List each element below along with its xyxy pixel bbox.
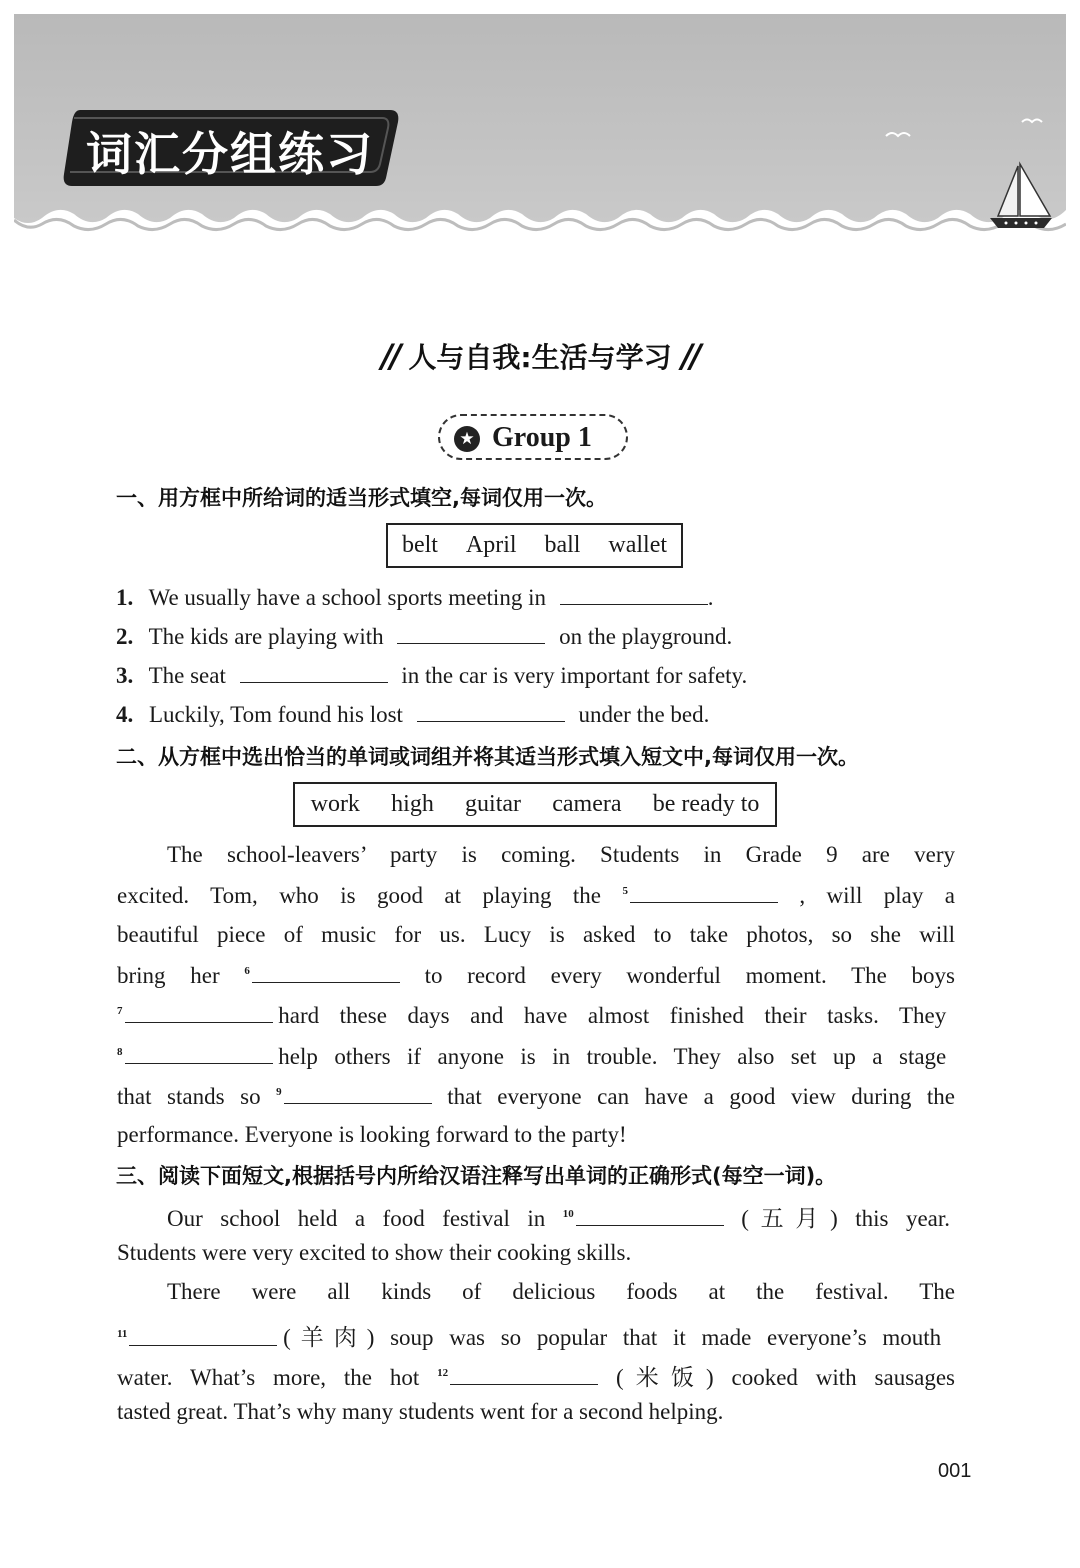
title-bars-right: // bbox=[681, 337, 699, 375]
passage3-line: There were all kinds of delicious foods at the festival. The bbox=[167, 1279, 955, 1304]
passage2-line bbox=[117, 1043, 955, 1070]
blank-number: 6 bbox=[244, 965, 250, 978]
question-number: 3. bbox=[116, 663, 134, 688]
line-text: that stands so bbox=[117, 1084, 261, 1109]
section-title-text: 人与自我:生活与学习 bbox=[408, 341, 672, 374]
question-number: 2. bbox=[116, 624, 134, 649]
word-item: April bbox=[465, 532, 517, 558]
question-text: Luckily, Tom found his lost bbox=[149, 702, 403, 727]
passage3-line bbox=[117, 1359, 955, 1392]
passage2-line: The school-leavers’ party is coming. Students in Grade 9 are very bbox=[167, 842, 955, 867]
word-item: high bbox=[391, 791, 434, 817]
passage2-line: performance. Everyone is looking forward to the party! bbox=[117, 1122, 627, 1147]
passage2-line bbox=[117, 1002, 955, 1029]
passage3-line bbox=[117, 1319, 955, 1352]
line-text: (米饭) cooked with sausages bbox=[615, 1365, 956, 1390]
word-item: guitar bbox=[465, 791, 522, 817]
part2-word-box bbox=[293, 782, 777, 827]
part1-word-box bbox=[386, 523, 683, 568]
banner-title: 词汇分组练习 bbox=[86, 127, 374, 181]
word-item: work bbox=[310, 791, 360, 817]
question-3 bbox=[116, 662, 747, 689]
passage2-line bbox=[117, 1083, 955, 1110]
line-text: bring her bbox=[117, 963, 220, 988]
word-item: camera bbox=[552, 791, 622, 817]
line-text: Our school held a food festival in bbox=[167, 1206, 546, 1231]
answer-blank[interactable] bbox=[240, 662, 388, 683]
line-text: water. What’s more, the hot bbox=[117, 1365, 420, 1390]
word-item: ball bbox=[544, 532, 581, 558]
answer-blank-11[interactable] bbox=[129, 1325, 277, 1346]
answer-blank-5[interactable] bbox=[630, 882, 778, 903]
question-text-after: in the car is very important for safety. bbox=[401, 663, 748, 688]
part1-instruction: 一、用方框中所给词的适当形式填空,每词仅用一次。 bbox=[116, 486, 607, 510]
question-4 bbox=[116, 701, 709, 728]
answer-blank-8[interactable] bbox=[125, 1043, 273, 1064]
answer-blank[interactable] bbox=[560, 584, 708, 605]
question-text-after: under the bed. bbox=[578, 702, 710, 727]
question-text-after: on the playground. bbox=[559, 624, 733, 649]
answer-blank-10[interactable] bbox=[576, 1205, 724, 1226]
title-bars-left: // bbox=[381, 337, 399, 375]
blank-number: 11 bbox=[117, 1328, 128, 1341]
answer-blank-6[interactable] bbox=[252, 962, 400, 983]
answer-blank-7[interactable] bbox=[125, 1002, 273, 1023]
passage3-line: Students were very excited to show their cooking skills. bbox=[117, 1240, 632, 1265]
question-2 bbox=[116, 623, 732, 650]
part2-instruction: 二、从方框中选出恰当的单词或词组并将其适当形式填入短文中,每词仅用一次。 bbox=[116, 745, 859, 769]
passage3-line bbox=[167, 1200, 950, 1233]
passage2-line bbox=[117, 882, 955, 909]
group-label bbox=[438, 414, 628, 460]
blank-number: 12 bbox=[437, 1367, 449, 1380]
line-text: hard these days and have almost finished their tasks. They bbox=[278, 1003, 947, 1028]
word-item: wallet bbox=[608, 532, 668, 558]
answer-blank-12[interactable] bbox=[450, 1364, 598, 1385]
word-item: be ready to bbox=[652, 791, 760, 817]
blank-number: 9 bbox=[276, 1086, 282, 1099]
question-text: We usually have a school sports meeting in bbox=[148, 585, 546, 610]
blank-number: 10 bbox=[562, 1208, 574, 1221]
part3-instruction: 三、阅读下面短文,根据括号内所给汉语注释写出单词的正确形式(每空一词)。 bbox=[116, 1164, 837, 1188]
question-text: The seat bbox=[148, 663, 226, 688]
answer-blank[interactable] bbox=[397, 623, 545, 644]
passage2-line bbox=[117, 962, 955, 989]
page-number: 001 bbox=[938, 1460, 972, 1482]
line-text: that everyone can have a good view during the bbox=[447, 1084, 955, 1109]
line-text: , will play a bbox=[799, 883, 956, 908]
group-title: Group 1 bbox=[492, 422, 592, 453]
word-item: belt bbox=[401, 532, 438, 558]
blank-number: 7 bbox=[117, 1005, 123, 1018]
passage2-line: beautiful piece of music for us. Lucy is asked to take photos, so she will bbox=[117, 922, 955, 947]
answer-blank[interactable] bbox=[417, 701, 565, 722]
question-text: The kids are playing with bbox=[148, 624, 384, 649]
blank-number: 5 bbox=[622, 885, 628, 898]
line-text: excited. Tom, who is good at playing the bbox=[117, 883, 601, 908]
passage3-line: tasted great. That’s why many students went for a second helping. bbox=[117, 1399, 724, 1424]
line-text: help others if anyone is in trouble. They also set up a stage bbox=[278, 1044, 947, 1069]
line-text: to record every wonderful moment. The boys bbox=[424, 963, 956, 988]
section-title bbox=[0, 336, 1080, 376]
question-number: 4. bbox=[116, 702, 134, 727]
line-text: (羊肉) soup was so popular that it made everyone’s mouth bbox=[283, 1325, 942, 1350]
star-icon: ★ bbox=[454, 426, 480, 452]
blank-number: 8 bbox=[117, 1046, 123, 1059]
question-1 bbox=[116, 584, 713, 611]
question-number: 1. bbox=[116, 585, 134, 610]
line-text: (五月) this year. bbox=[741, 1206, 951, 1231]
answer-blank-9[interactable] bbox=[284, 1083, 432, 1104]
question-text-after: . bbox=[707, 585, 714, 610]
